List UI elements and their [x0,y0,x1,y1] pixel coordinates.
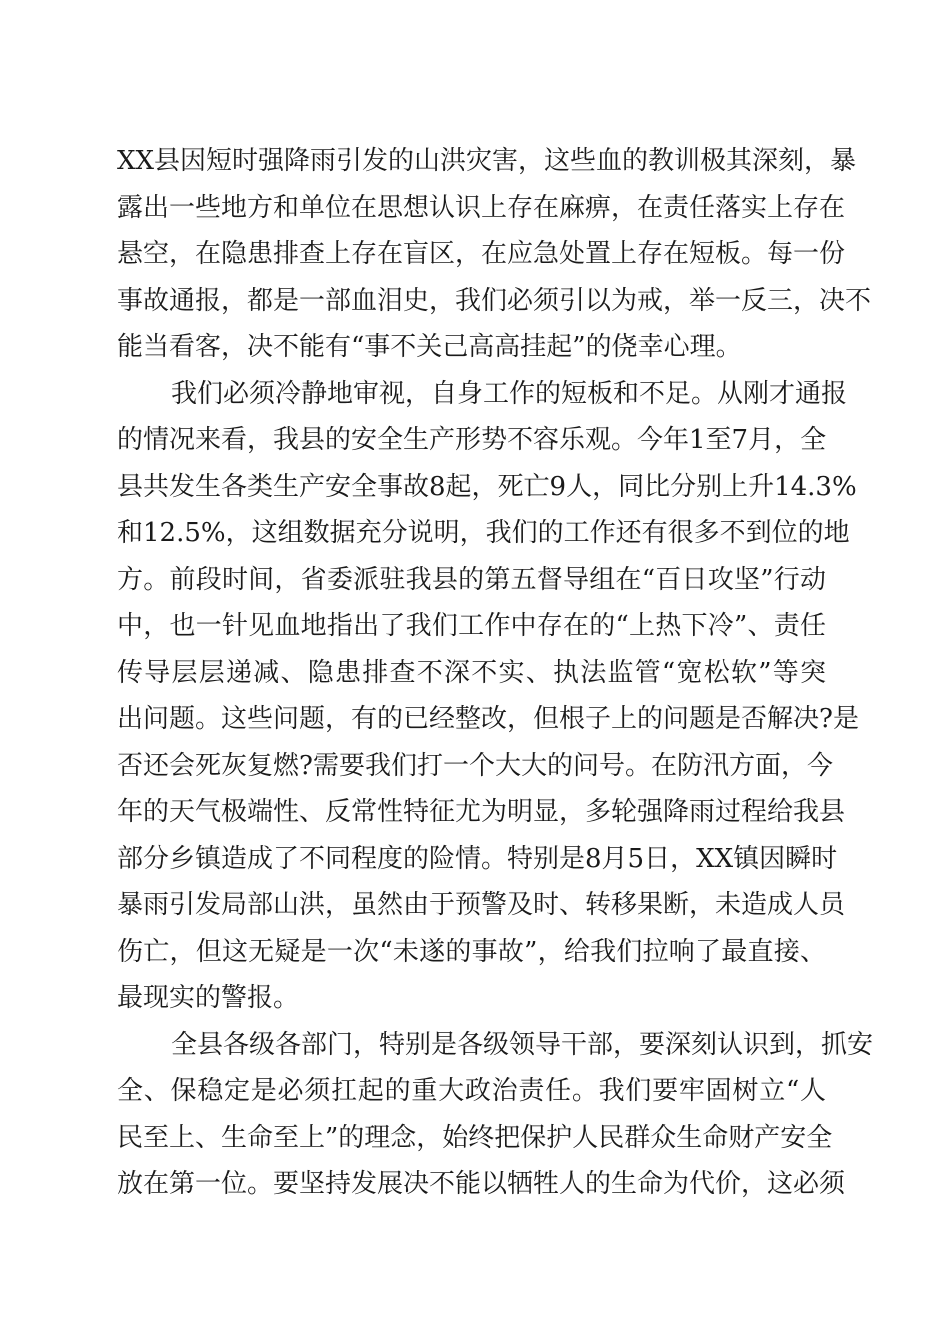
text-line: 传导层层递减、隐患排查不深不实、执法监管“宽松软”等突 [117,658,826,688]
text-line: 和12.5%，这组数据充分说明，我们的工作还有很多不到位的地 [117,518,850,548]
text-line: 的情况来看，我县的安全生产形势不容乐观。今年1至7月，全 [117,425,827,455]
paragraph-start-line: 我们必须冷静地审视，自身工作的短板和不足。从刚才通报 [171,379,848,409]
text-line: 中，也一针见血地指出了我们工作中存在的“上热下冷”、责任 [117,611,826,641]
text-line: 最现实的警报。 [117,983,300,1013]
text-line: 否还会死灰复燃?需要我们打一个大大的问号。在防汛方面，今 [117,751,833,781]
text-line: 露出一些地方和单位在思想认识上存在麻痹，在责任落实上存在 [117,193,846,223]
text-line: 方。前段时间，省委派驻我县的第五督导组在“百日攻坚”行动 [117,565,826,595]
text-line: 暴雨引发局部山洪，虽然由于预警及时、转移果断，未造成人员 [117,890,846,920]
text-line: 出问题。这些问题，有的已经整改，但根子上的问题是否解决?是 [117,704,859,734]
text-line: 事故通报，都是一部血泪史，我们必须引以为戒，举一反三，决不 [117,286,872,316]
text-line: 县共发生各类生产安全事故8起，死亡9人，同比分别上升14.3% [117,472,857,502]
paragraph-start-line: 全县各级各部门，特别是各级领导干部，要深刻认识到，抓安 [171,1030,874,1060]
text-line: XX县因短时强降雨引发的山洪灾害，这些血的教训极其深刻，暴 [117,146,857,176]
text-line: 能当看客，决不能有“事不关己高高挂起”的侥幸心理。 [117,332,742,362]
text-line: 悬空，在隐患排查上存在盲区，在应急处置上存在短板。每一份 [117,239,846,269]
text-line: 放在第一位。要坚持发展决不能以牺牲人的生命为代价，这必须 [117,1169,846,1199]
text-line: 年的天气极端性、反常性特征尤为明显，多轮强降雨过程给我县 [117,797,846,827]
text-line: 民至上、生命至上”的理念，始终把保护人民群众生命财产安全 [117,1123,833,1153]
text-line: 伤亡，但这无疑是一次“未遂的事故”，给我们拉响了最直接、 [117,937,826,967]
text-line: 部分乡镇造成了不同程度的险情。特别是8月5日，XX镇因瞬时 [117,844,838,874]
text-line: 全、保稳定是必须扛起的重大政治责任。我们要牢固树立“人 [117,1076,826,1106]
